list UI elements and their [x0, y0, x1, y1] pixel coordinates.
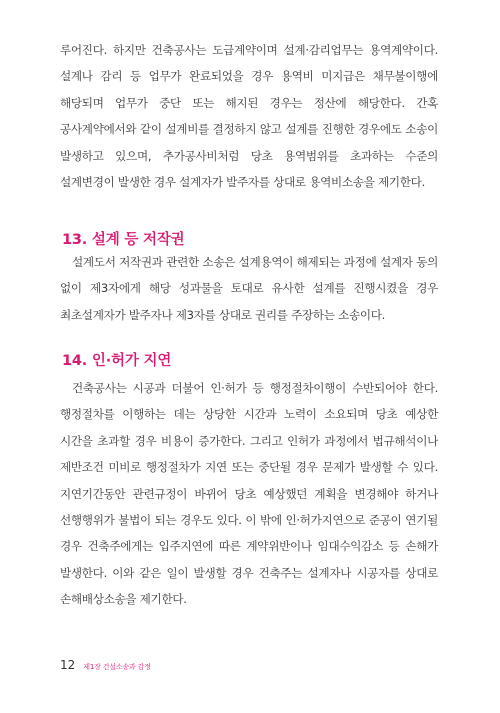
- paragraph-design-fee-lawsuit: 루어진다. 하지만 건축공사는 도급계약이며 설계·감리업무는 용역계약이다. 설계나 감리 등 업무가 완료되었을 경우 용역비 미지급은 채무불이행에 해당되며 업무가 중단 또는 해지된 경우는 정산에 해당한다. 간혹 공사계약에서와 같이 설계비를 결정하지 않고 설계를 진행한 경우에도 소송이 발생하고 있으며, 추가공사비처럼 당초 용역범위를 초과하는 수준의 설계변경이 발생한 경우 설계자가 발주자를 상대로 용역비소송을 제기한다.: [60, 43, 438, 190]
- paragraph-design-copyright: 설계도서 저작권과 관련한 소송은 설계용역이 해제되는 과정에 설계자 동의 없이 제3자에게 해당 성과물을 토대로 유사한 설계를 진행시켰을 경우 최초설계자가 발주자나 제3자를 상대로 권리를 주장하는 소송이다.: [60, 255, 438, 322]
- section-heading-permit-delay: 14. 인·허가 지연: [62, 353, 172, 369]
- paragraph-permit-delay: 건축공사는 시공과 더불어 인·허가 등 행정절차이행이 수반되어야 한다. 행정절차를 이행하는 데는 상당한 시간과 노력이 소요되며 당초 예상한 시간을 초과할 경우 비용이 증가한다. 그리고 인허가 과정에서 법규해석이나 제반조건 미비로 행정절차가 지연 또는 중단될 경우 문제가 발생할 수 있다. 지연기간동안 관련규정이 바뀌어 당초 예상했던 계획을 변경해야 하거나 선행행위가 불법이 되는 경우도 있다. 이 밖에 인·허가지연으로 준공이 연기될 경우 건축주에게는 입주지연에 따른 계약위반이나 임대수익감소 등 손해가 발생한다. 이와 같은 일이 발생할 경우 건축주는 설계자나 시공자를 상대로 손해배상소송을 제기한다.: [60, 381, 438, 607]
- page-number: 12: [60, 658, 76, 672]
- chapter-title: 제1장 건설소송과 감정: [83, 663, 151, 671]
- page-footer: [60, 658, 151, 672]
- section-heading-copyright: 13. 설계 등 저작권: [62, 232, 185, 248]
